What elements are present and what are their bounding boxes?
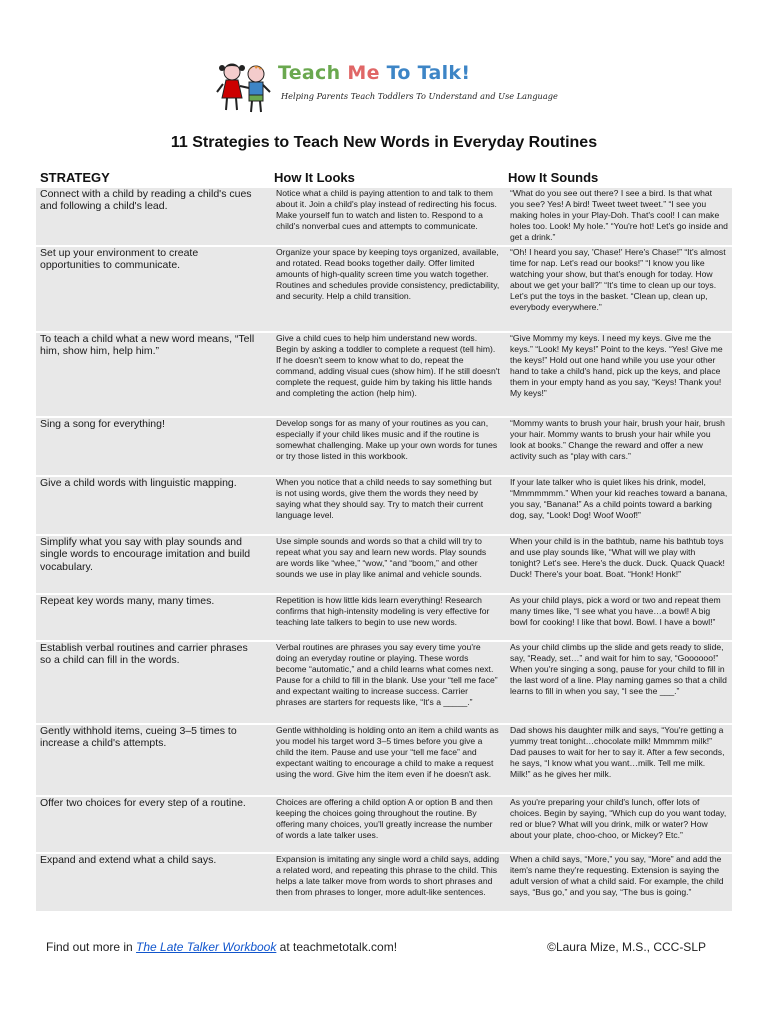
kids-logo-icon — [214, 58, 274, 116]
strategies-table — [36, 168, 732, 913]
strategy-cell: Give a child words with linguistic mapping. — [36, 477, 270, 534]
sounds-cell: If your late talker who is quiet likes his drink, model, “Mmmmmmm.” When your kid reaches toward a banana, you say, “Banana!” As a child points toward a barking dog, say, “Look! Dog! Woof Woof!” — [504, 477, 732, 534]
table-row — [36, 642, 732, 723]
strategy-cell: Sing a song for everything! — [36, 418, 270, 475]
footer-prefix: Find out more in — [46, 940, 137, 954]
strategy-cell: Set up your environment to create opportunities to communicate. — [36, 247, 270, 331]
looks-cell: Organize your space by keeping toys organized, available, and rotated. Read books together daily. Offer limited amounts of high-quality screen time you watch together. Routines and schedules provide consistency, predictability, and security. Help a child transition. — [270, 247, 504, 331]
looks-cell: Expansion is imitating any single word a child says, adding a related word, and repeating this phrase to the child. This helps a late talker move from words to short phrases and then from phrases to longer, more adult-like sentences. — [270, 854, 504, 911]
sounds-cell: As your child climbs up the slide and gets ready to slide, say, “Ready, set…” and wait for him to say, “Goooooo!” When you're singing a song, pause for your child to fill in the last word of a line. Play naming games so that a child learns to fill in when you say, “I see the ___.” — [504, 642, 732, 723]
looks-cell: Use simple sounds and words so that a child will try to repeat what you say and learn new words. Play sounds are words like “whee,” “wow,” “and “boom,” and other sounds we use in play like animal and vehicle sounds. — [270, 536, 504, 593]
looks-cell: Repetition is how little kids learn everything! Research confirms that high-intensity modeling is very effective for teaching late talkers to begin to use new words. — [270, 595, 504, 640]
book-link[interactable]: The Late Talker Workbook — [136, 940, 277, 954]
table-row — [36, 797, 732, 852]
strategy-cell: Expand and extend what a child says. — [36, 854, 270, 911]
sounds-cell: “Mommy wants to brush your hair, brush your hair, brush your hair. Mommy wants to brush your hair while you look at books.” Change the reward and offer a new activity such as “play with cars.” — [504, 418, 732, 475]
table-row — [36, 725, 732, 795]
footer-promo — [46, 940, 397, 954]
sounds-cell: “Give Mommy my keys. I need my keys. Give me the keys.” “Look! My keys!” Point to the keys. “Yes! Give me the keys!” Hold out one hand while you use your other hand to take a child's hand, pick up the keys, and place them in your empty hand as you say, “Keys! Thank you! My keys!” — [504, 333, 732, 416]
table-row — [36, 854, 732, 911]
table-row — [36, 188, 732, 245]
sounds-cell: As your child plays, pick a word or two and repeat them many times like, “I see what you have…a bowl! A big bowl for cooking! I like that bowl. Bowl. I have a bowl!” — [504, 595, 732, 640]
looks-cell: Develop songs for as many of your routines as you can, especially if your child likes music and if the routine is somewhat challenging. Make up your own words for tunes or try those listed in this workbook. — [270, 418, 504, 475]
sounds-cell: Dad shows his daughter milk and says, “You're getting a yummy treat tonight…chocolate milk! Mmmmm milk!” Dad pauses to wait for her to say it. After a few seconds, he says, “I know what you want…milk. Tell me milk. Milk!” as he gives her milk. — [504, 725, 732, 795]
table-row — [36, 247, 732, 331]
logo-title — [278, 62, 470, 84]
strategy-cell: Gently withhold items, cueing 3–5 times to increase a child's attempts. — [36, 725, 270, 795]
table-row — [36, 418, 732, 475]
sounds-cell: “What do you see out there? I see a bird. Is that what you see? Yes! A bird! Tweet tweet tweet.” “I see you making holes in your Play-Doh. That's cool! I can make holes too. Look! My hole.” “You're hot! Let's go inside and get a drink.” — [504, 188, 732, 245]
sounds-cell: When a child says, “More,” you say, “More” and add the item's name they're requesting. Extension is saying the adult version of what a child said. For example, the child says, “Bus go,” and you say, “The bus is going.” — [504, 854, 732, 911]
strategy-cell: To teach a child what a new word means, “Tell him, show him, help him.” — [36, 333, 270, 416]
sounds-cell: “Oh! I heard you say, 'Chase!' Here's Chase!” “It's almost time for nap. Let's read our books!” “I know you like watching your show, but that's enough for today. How about we get your ball?” “It's time to clean up our toys. Let's put the toys in the basket. “Clean up, clean up, everybody everywhere.” — [504, 247, 732, 331]
looks-cell: Gentle withholding is holding onto an item a child wants as you model his target word 3–5 times before you give a child the item. Pause and use your “tell me face” and expectant waiting to encourage a child to make a request using the word. Give him the item even if he doesn't ask. — [270, 725, 504, 795]
header-how-it-sounds: How It Sounds — [508, 170, 599, 185]
logo-title-teach: Teach — [278, 62, 348, 84]
looks-cell: When you notice that a child needs to say something but is not using words, give them the words they need by saying what they should say. Try to match their current language level. — [270, 477, 504, 534]
table-row — [36, 333, 732, 416]
table-header-row — [36, 170, 732, 186]
looks-cell: Give a child cues to help him understand new words. Begin by asking a toddler to complete a request (tell him). If he doesn't seem to know what to do, repeat the command, adding visual cues (show him). If he still doesn't complete the request, guide him by taking his little hands and completing the action (help him). — [270, 333, 504, 416]
sounds-cell: As you're preparing your child's lunch, offer lots of choices. Begin by saying, “Which cup do you want today, red or blue? What will you drink, milk or water? How about your plate, choo-choo, or Mickey? Etc.” — [504, 797, 732, 852]
strategy-cell: Offer two choices for every step of a routine. — [36, 797, 270, 852]
footer-copyright: ©Laura Mize, M.S., CCC-SLP — [547, 940, 706, 954]
logo — [214, 58, 564, 116]
strategy-cell: Repeat key words many, many times. — [36, 595, 270, 640]
logo-tagline: Helping Parents Teach Toddlers To Understand and Use Language — [281, 91, 558, 101]
looks-cell: Notice what a child is paying attention to and talk to them about it. Join a child's play instead of redirecting his focus. Make yourself fun to watch and listen to. Respond to a child's nonverbal cues and attempts to communicate. — [270, 188, 504, 245]
table-row — [36, 536, 732, 593]
header-strategy: STRATEGY — [40, 170, 110, 185]
table-row — [36, 595, 732, 640]
logo-title-to-talk: To Talk! — [386, 62, 471, 84]
sounds-cell: When your child is in the bathtub, name his bathtub toys and use play sounds like, “What will we play with tonight? Let's see. Here's the duck. Duck. Quack Quack! Duck! There's your boat. Boat. “Honk! Honk!” — [504, 536, 732, 593]
looks-cell: Verbal routines are phrases you say every time you're doing an everyday routine or playing. These words become “automatic,” and a child learns what comes next. Pause for a child to fill in the blank. Use your “tell me face” and expectant waiting to increase success. Carrier phrases are starters for requests like, “It's a _____.” — [270, 642, 504, 723]
header-how-it-looks: How It Looks — [274, 170, 355, 185]
strategy-cell: Simplify what you say with play sounds and single words to encourage imitation and build vocabulary. — [36, 536, 270, 593]
table-row — [36, 477, 732, 534]
looks-cell: Choices are offering a child option A or option B and then keeping the choices going throughout the routine. By offering many choices, you'll greatly increase the number of words a late talker uses. — [270, 797, 504, 852]
footer-suffix: at teachmetotalk.com! — [276, 940, 398, 954]
page-title: 11 Strategies to Teach New Words in Everyday Routines — [170, 134, 598, 151]
strategy-cell: Connect with a child by reading a child's cues and following a child's lead. — [36, 188, 270, 245]
strategy-cell: Establish verbal routines and carrier phrases so a child can fill in the words. — [36, 642, 270, 723]
logo-title-me: Me — [347, 62, 387, 84]
